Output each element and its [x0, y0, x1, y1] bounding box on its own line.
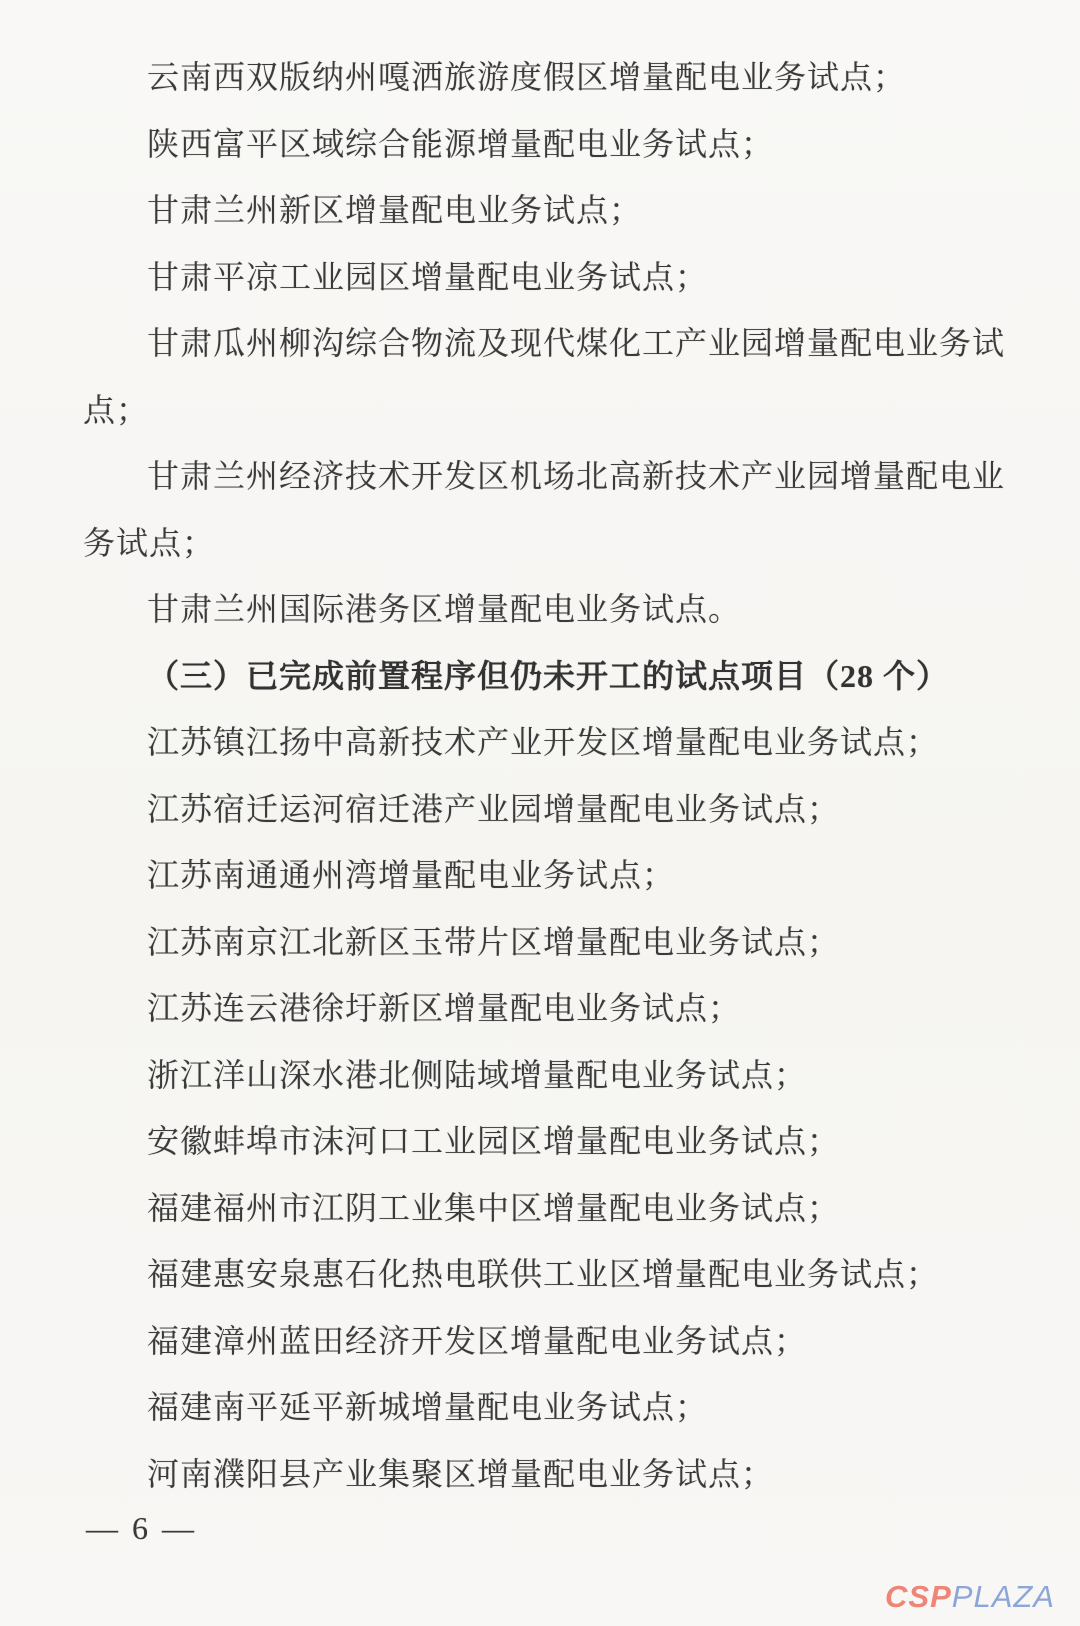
text-line: 甘肃兰州国际港务区增量配电业务试点。 — [147, 591, 742, 627]
text-line: 浙江洋山深水港北侧陆域增量配电业务试点； — [147, 1056, 808, 1093]
text-line: 福建惠安泉惠石化热电联供工业区增量配电业务试点； — [147, 1256, 940, 1292]
text-line: 甘肃兰州经济技术开发区机场北高新技术产业园增量配电业 — [147, 458, 1006, 494]
section-heading: （三）已完成前置程序但仍未开工的试点项目（28 个） — [147, 657, 950, 694]
watermark-csp-text: CSP — [885, 1579, 952, 1614]
text-line: 甘肃兰州新区增量配电业务试点； — [147, 192, 643, 228]
cspplaza-watermark-logo — [885, 1581, 1055, 1612]
text-line: 江苏宿迁运河宿迁港产业园增量配电业务试点； — [147, 790, 841, 827]
watermark-plaza-text: PLAZA — [951, 1579, 1055, 1614]
text-line: 点； — [83, 391, 150, 428]
text-line: 江苏镇江扬中高新技术产业开发区增量配电业务试点； — [147, 724, 940, 760]
text-line: 务试点； — [83, 524, 216, 561]
text-line: 甘肃平凉工业园区增量配电业务试点； — [147, 258, 709, 295]
text-line: 江苏连云港徐圩新区增量配电业务试点； — [147, 990, 742, 1026]
text-line: 安徽蚌埠市沫河口工业园区增量配电业务试点； — [147, 1123, 841, 1159]
text-line: 江苏南通通州湾增量配电业务试点； — [147, 857, 676, 893]
document-body — [83, 44, 1033, 1507]
text-line: 甘肃瓜州柳沟综合物流及现代煤化工产业园增量配电业务试 — [147, 325, 1006, 361]
text-line: 河南濮阳县产业集聚区增量配电业务试点； — [147, 1455, 775, 1492]
text-line: 陕西富平区域综合能源增量配电业务试点； — [147, 125, 775, 162]
text-line: 福建漳州蓝田经济开发区增量配电业务试点； — [147, 1322, 808, 1359]
text-line: 福建南平延平新城增量配电业务试点； — [147, 1389, 709, 1425]
text-line: 福建福州市江阴工业集中区增量配电业务试点； — [147, 1189, 841, 1226]
page-number: — 6 — — [86, 1510, 197, 1546]
text-line: 云南西双版纳州嘎洒旅游度假区增量配电业务试点； — [147, 59, 907, 95]
text-line: 江苏南京江北新区玉带片区增量配电业务试点； — [147, 923, 841, 960]
